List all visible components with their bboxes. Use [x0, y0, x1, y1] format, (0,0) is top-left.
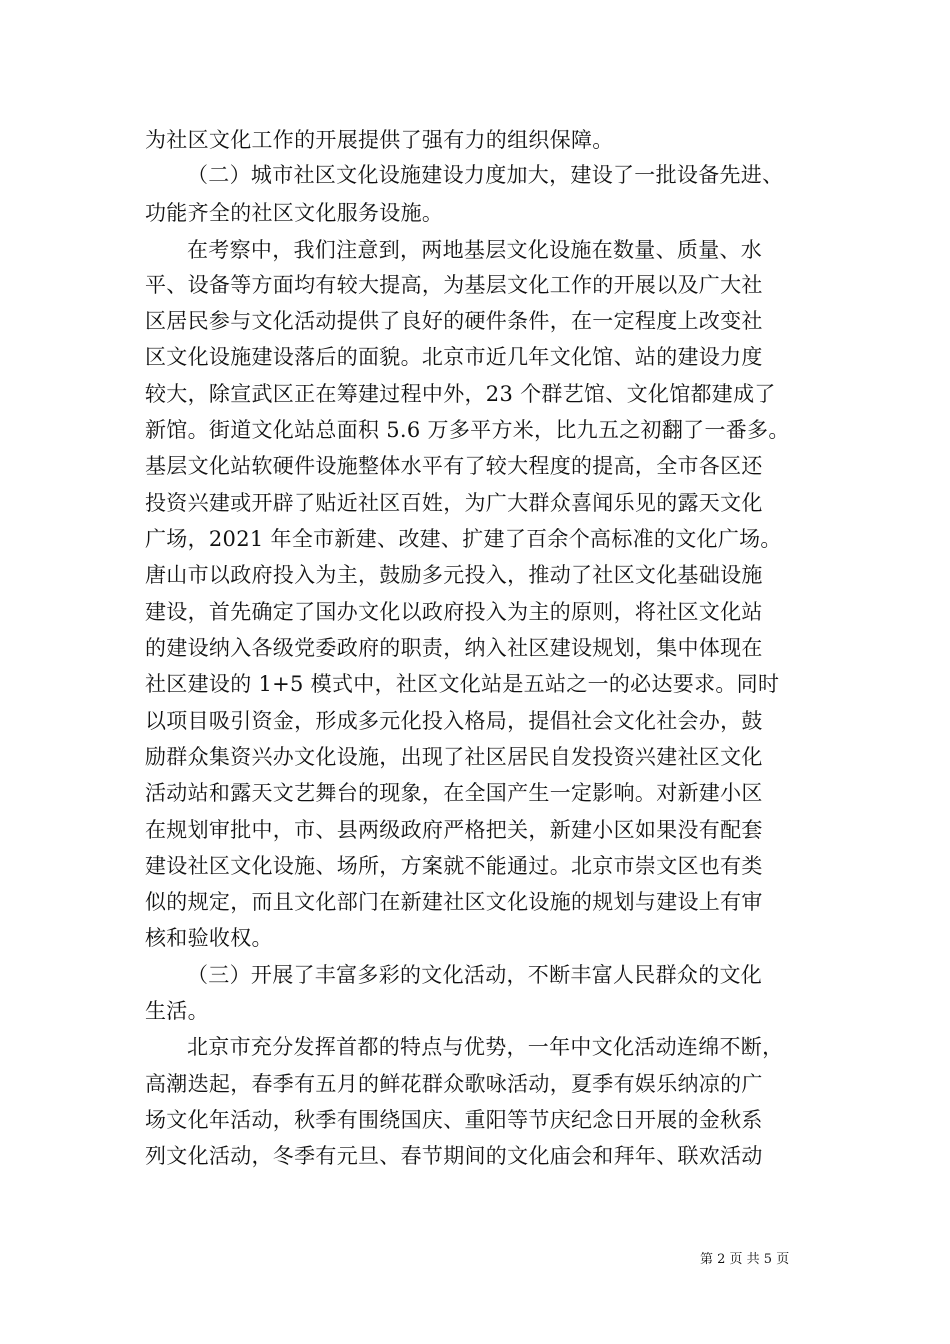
- text-line: 新馆。街道文化站总面积 5.6 万多平方米，比九五之初翻了一番多。: [145, 418, 790, 442]
- section-heading-line: （二）城市社区文化设施建设力度加大，建设了一批设备先进、: [187, 163, 784, 187]
- text-line: 似的规定，而且文化部门在新建社区文化设施的规划与建设上有审: [145, 890, 763, 914]
- text-line: 的建设纳入各级党委政府的职责，纳入社区建设规划，集中体现在: [145, 636, 763, 660]
- text-line: 平、设备等方面均有较大提高，为基层文化工作的开展以及广大社: [145, 273, 763, 297]
- section-heading-line: （三）开展了丰富多彩的文化活动，不断丰富人民群众的文化: [187, 963, 763, 987]
- text-line: 活动站和露天文艺舞台的现象，在全国产生一定影响。对新建小区: [145, 781, 763, 805]
- text-line: 在考察中，我们注意到，两地基层文化设施在数量、质量、水: [187, 238, 763, 262]
- text-line: 建设社区文化设施、场所，方案就不能通过。北京市崇文区也有类: [145, 854, 763, 878]
- text-line: 唐山市以政府投入为主，鼓励多元投入，推动了社区文化基础设施: [145, 563, 763, 587]
- text-line: 基层文化站软硬件设施整体水平有了较大程度的提高，全市各区还: [145, 454, 763, 478]
- text-line: 以项目吸引资金，形成多元化投入格局，提倡社会文化社会办，鼓: [145, 709, 763, 733]
- text-line: 建设，首先确定了国办文化以政府投入为主的原则，将社区文化站: [145, 600, 763, 624]
- text-line: 投资兴建或开辟了贴近社区百姓，为广大群众喜闻乐见的露天文化: [145, 491, 763, 515]
- text-line: 在规划审批中，市、县两级政府严格把关，新建小区如果没有配套: [145, 818, 763, 842]
- text-line: 列文化活动，冬季有元旦、春节期间的文化庙会和拜年、联欢活动: [145, 1144, 763, 1168]
- text-line: 广场，2021 年全市新建、改建、扩建了百余个高标准的文化广场。: [145, 527, 782, 551]
- text-line: 励群众集资兴办文化设施，出现了社区居民自发投资兴建社区文化: [145, 745, 763, 769]
- text-line: 区文化设施建设落后的面貌。北京市近几年文化馆、站的建设力度: [145, 345, 763, 369]
- text-line: 场文化年活动，秋季有围绕国庆、重阳等节庆纪念日开展的金秋系: [145, 1108, 763, 1132]
- page-number: 第 2 页 共 5 页: [700, 1252, 790, 1267]
- text-line: 北京市充分发挥首都的特点与优势，一年中文化活动连绵不断，: [187, 1035, 784, 1059]
- text-line: 核和验收权。: [145, 926, 273, 950]
- text-line: 为社区文化工作的开展提供了强有力的组织保障。: [145, 128, 614, 152]
- text-line: 区居民参与文化活动提供了良好的硬件条件，在一定程度上改变社: [145, 309, 763, 333]
- text-line: 社区建设的 1+5 模式中，社区文化站是五站之一的必达要求。同时: [145, 672, 780, 696]
- text-line: 较大，除宣武区正在筹建过程中外，23 个群艺馆、文化馆都建成了: [145, 382, 776, 406]
- section-heading-line: 功能齐全的社区文化服务设施。: [145, 201, 444, 225]
- section-heading-line: 生活。: [145, 999, 209, 1023]
- text-line: 高潮迭起，春季有五月的鲜花群众歌咏活动，夏季有娱乐纳凉的广: [145, 1072, 763, 1096]
